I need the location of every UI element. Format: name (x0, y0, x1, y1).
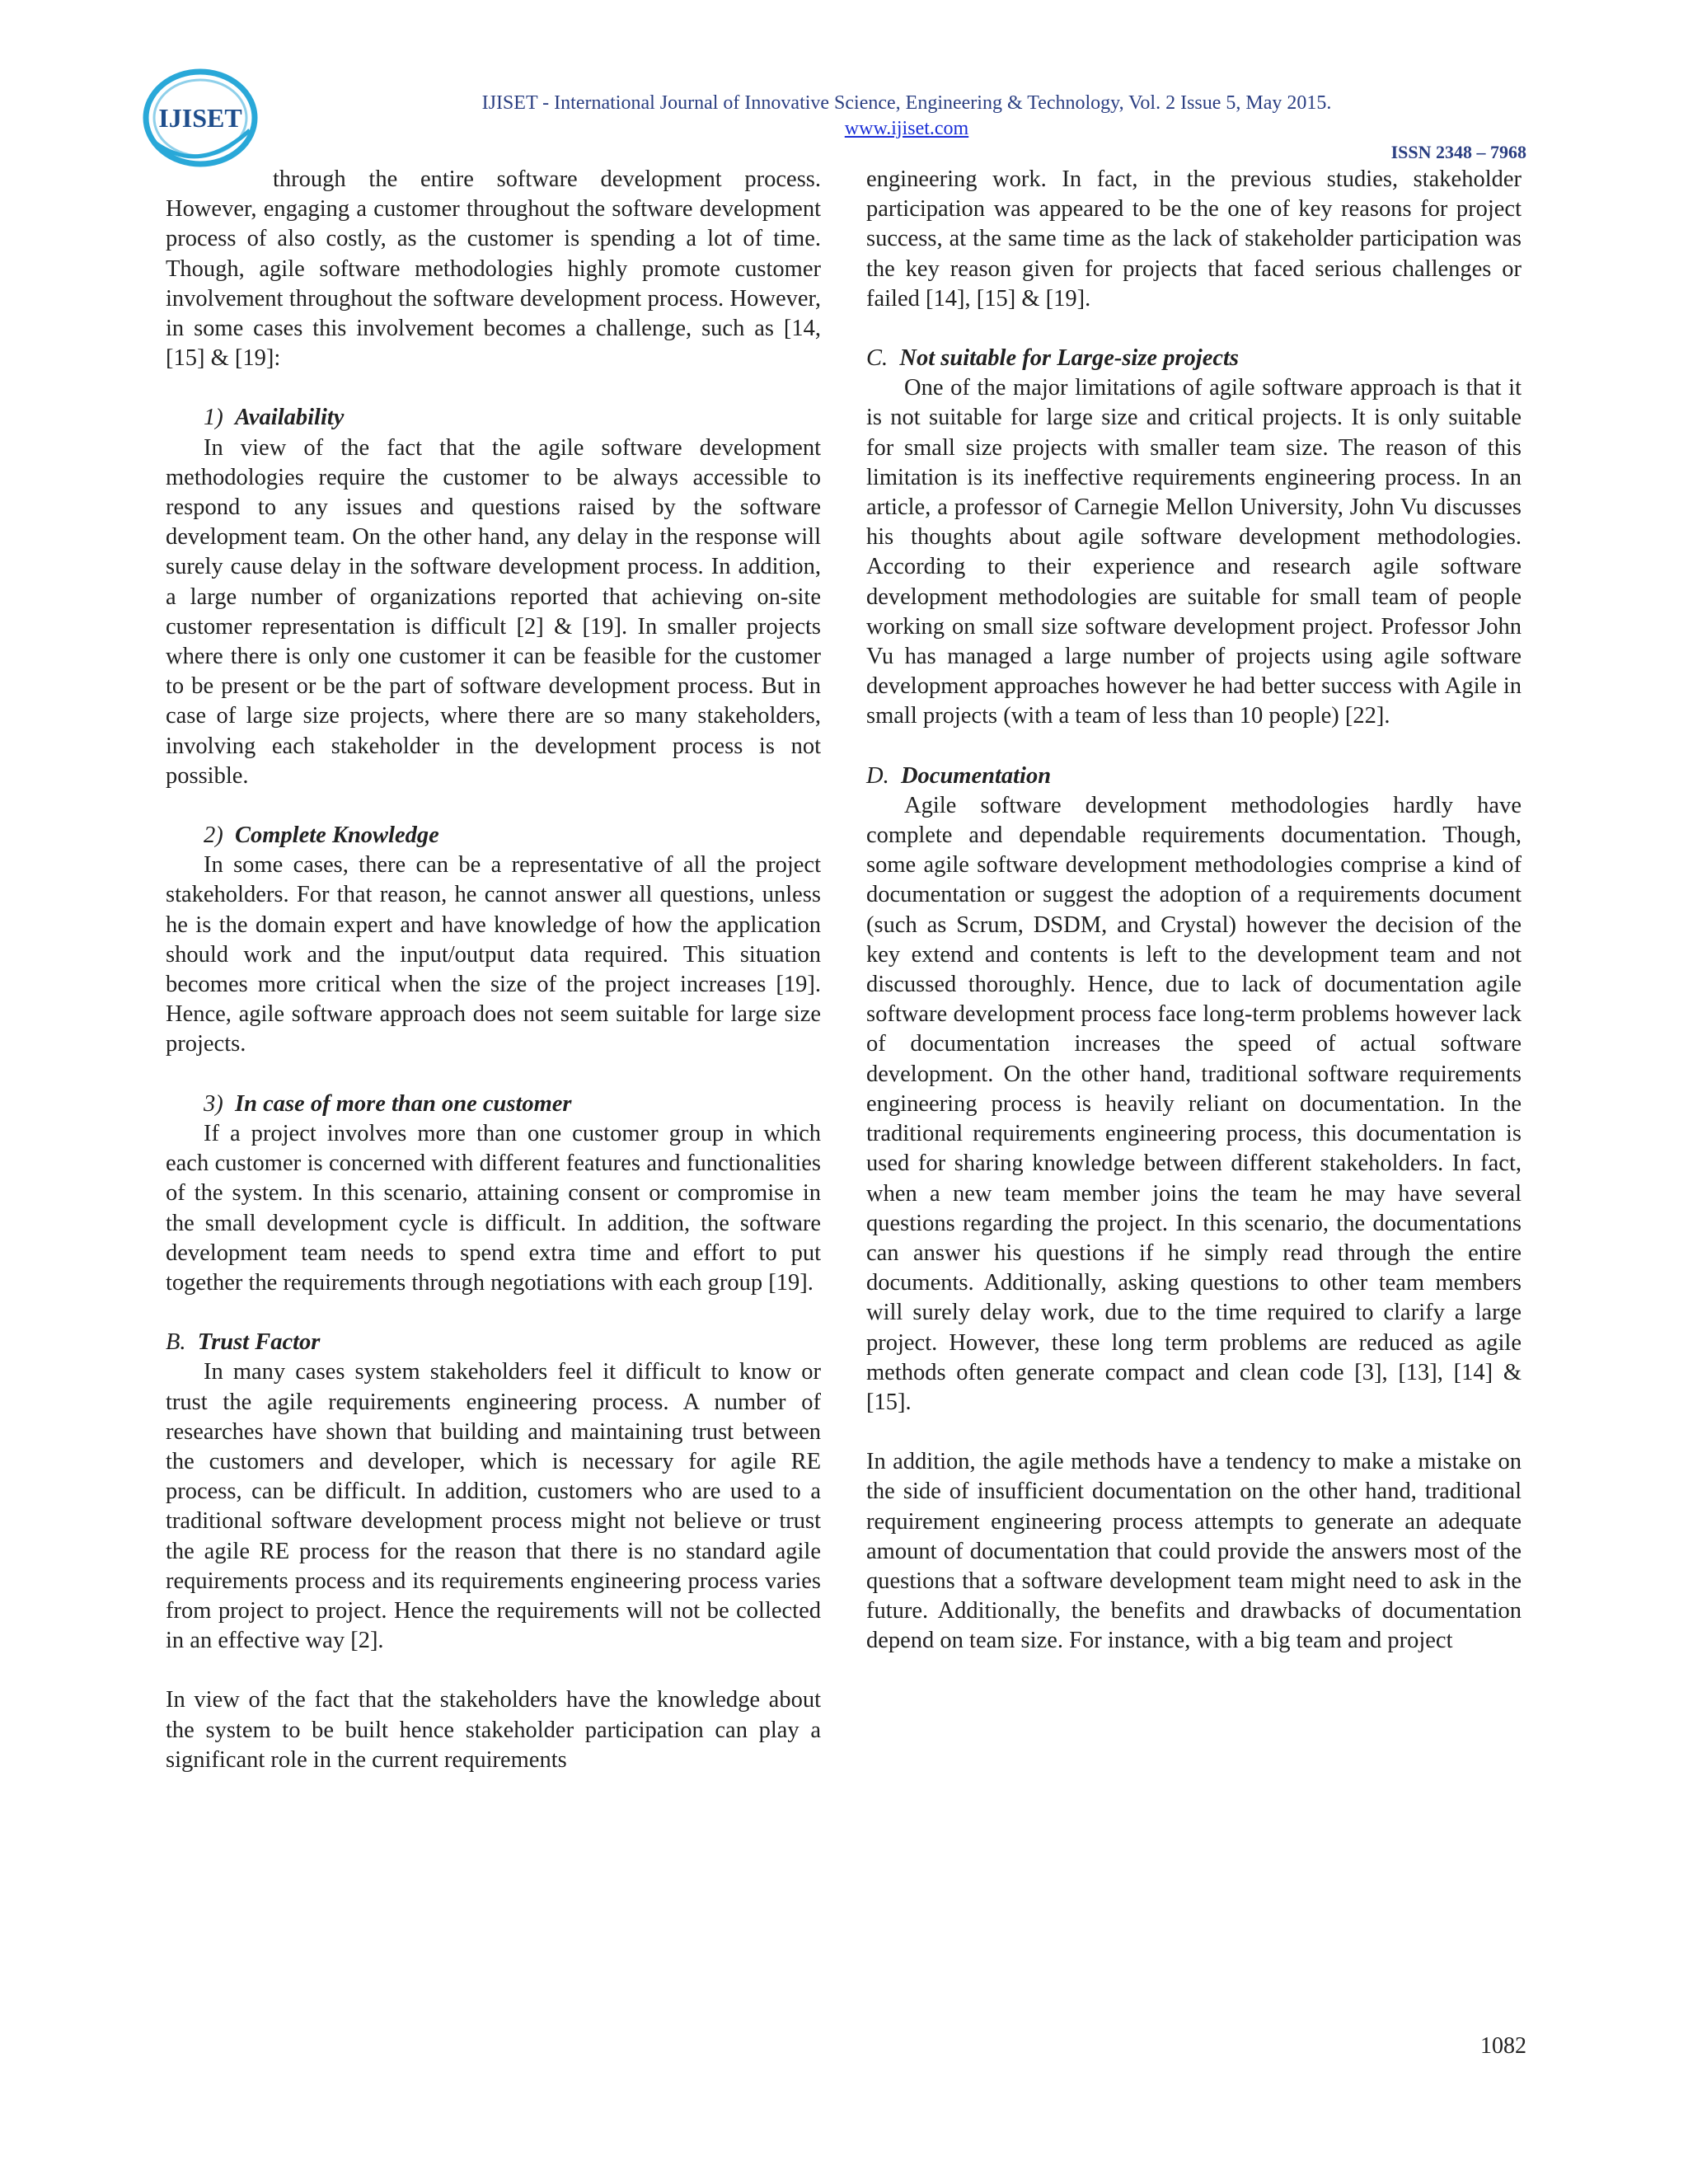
paragraph-documentation: Agile software development methodologies hardly have complete and dependable requirements documentation. Though, some agile software development methodologies comprise a kind of documentation or suggest the adoption of a requirements document (such as Scrum, DSDM, and Crystal) however the decision of the key extend and contents is left to the development team and not discussed thoroughly. Hence, due to lack of documentation agile software development process face long-term problems however lack of documentation increases the speed of actual software development. On the other hand, traditional software requirements engineering process is heavily reliant on documentation. In the traditional requirements engineering process, this documentation is used for sharing knowledge between different stakeholders. In fact, when a new team member joins the team he may have several questions regarding the project. In this scenario, the documentations can answer his questions if he simply read through the entire documents. Additionally, asking questions to other team members will surely delay work, due to the time required to clarify a large project. However, these long term problems are reduced as agile methods often generate compact and clean code [3], [13], [14] & [15]. (866, 792, 1522, 1415)
subsection-availability-heading: 1) Availability (204, 405, 345, 431)
paragraph-availability: In view of the fact that the agile software development methodologies require the customer to be always accessible to respond to any issues and questions raised by the software development team. On the other hand, any delay in the response will surely cause delay in the software development process. In addition, a large number of organizations reported that achieving on-site customer representation is difficult [2] & [19]. In smaller projects where there is only one customer it can be feasible for the customer to be present or be the part of software development process. But in case of large size projects, where there are so many stakeholders, involving each stakeholder in the development process is not possible. (166, 434, 821, 789)
paragraph-stakeholder-participation: In view of the fact that the stakeholders have the knowledge about the system to be built hence stakeholder participation can play a significant role in the current requirements (166, 1687, 821, 1773)
journal-url-link[interactable]: www.ijiset.com (844, 118, 969, 139)
paragraph-large-projects: One of the major limitations of agile software approach is that it is not suitable for large size and critical projects. It is only suitable for small size projects with smaller team size. The reason of this limitation is its ineffective requirements engineering process. In an article, a professor of Carnegie Mellon University, John Vu discusses his thoughts about agile software development methodologies. According to their experience and research agile software development methodologies are suitable for small team of people working on small size software development project. Professor John Vu has managed a large number of projects using agile software development approaches however he had better success with Agile in small projects (with a team of less than 10 people) [22]. (866, 375, 1522, 729)
paragraph-complete-knowledge: In some cases, there can be a representative of all the project stakeholders. For that reason, he cannot answer all questions, unless he is the domain expert and have knowledge of how the application should work and the input/output data required. This situation becomes more critical when the size of the project increases [19]. Hence, agile software approach does not seem suitable for large size projects. (166, 852, 821, 1057)
right-column (866, 165, 1522, 1657)
paragraph-continuation: engineering work. In fact, in the previous studies, stakeholder participation was appeared to be the one of key reasons for project success, at the same time as the lack of stakeholder participation was the key reason given for projects that faced serious challenges or failed [14], [15] & [19]. (866, 166, 1522, 312)
subsection-complete-knowledge-heading: 2) Complete Knowledge (204, 823, 439, 849)
section-large-projects-heading: C. Not suitable for Large-size projects (866, 345, 1240, 372)
subsection-multiple-customers-heading: 3) In case of more than one customer (204, 1090, 572, 1117)
issn-label: ISSN 2348 – 7968 (1390, 142, 1526, 162)
paragraph-documentation-addition: In addition, the agile methods have a tendency to make a mistake on the side of insufficient documentation on the other hand, traditional requirement engineering process attempts to generate an adequate amount of documentation that could provide the answers most of the questions that a software development team might need to ask in the future. Additionally, the benefits and drawbacks of documentation depend on team size. For instance, with a big team and project (866, 1449, 1522, 1654)
journal-header: IJISET - International Journal of Innovative Science, Engineering & Technology, Vol. 2 Issue 5, May 2015. (481, 92, 1332, 114)
page-number: 1082 (1480, 2033, 1526, 2059)
paragraph-intro: through the entire software development process. However, engaging a customer throughout the software development process of also costly, as the customer is spending a lot of time. Though, agile software methodologies highly promote customer involvement throughout the software development process. However, in some cases this involvement becomes a challenge, such as [14, [15] & [19]: (166, 166, 821, 372)
svg-text:IJISET: IJISET (158, 103, 242, 133)
left-column (166, 165, 821, 1775)
paragraph-multiple-customers: If a project involves more than one customer group in which each customer is concerned with different features and functionalities of the system. In this scenario, attaining consent or compromise in the small development cycle is difficult. In addition, the software development team needs to spend extra time and effort to put together the requirements through negotiations with each group [19]. (166, 1120, 821, 1296)
section-trust-factor-heading: B. Trust Factor (166, 1329, 321, 1356)
paragraph-trust-factor: In many cases system stakeholders feel it difficult to know or trust the agile requirements engineering process. A number of researches have shown that building and maintaining trust between the customers and developer, which is necessary for agile RE process, can be difficult. In addition, customers who are used to a traditional software development process might not believe or trust the agile RE process for the reason that there is no standard agile requirements process and its requirements engineering process varies from project to project. Hence the requirements will not be collected in an effective way [2]. (166, 1359, 821, 1654)
ijiset-logo-icon (138, 64, 262, 171)
section-documentation-heading: D. Documentation (866, 762, 1052, 789)
